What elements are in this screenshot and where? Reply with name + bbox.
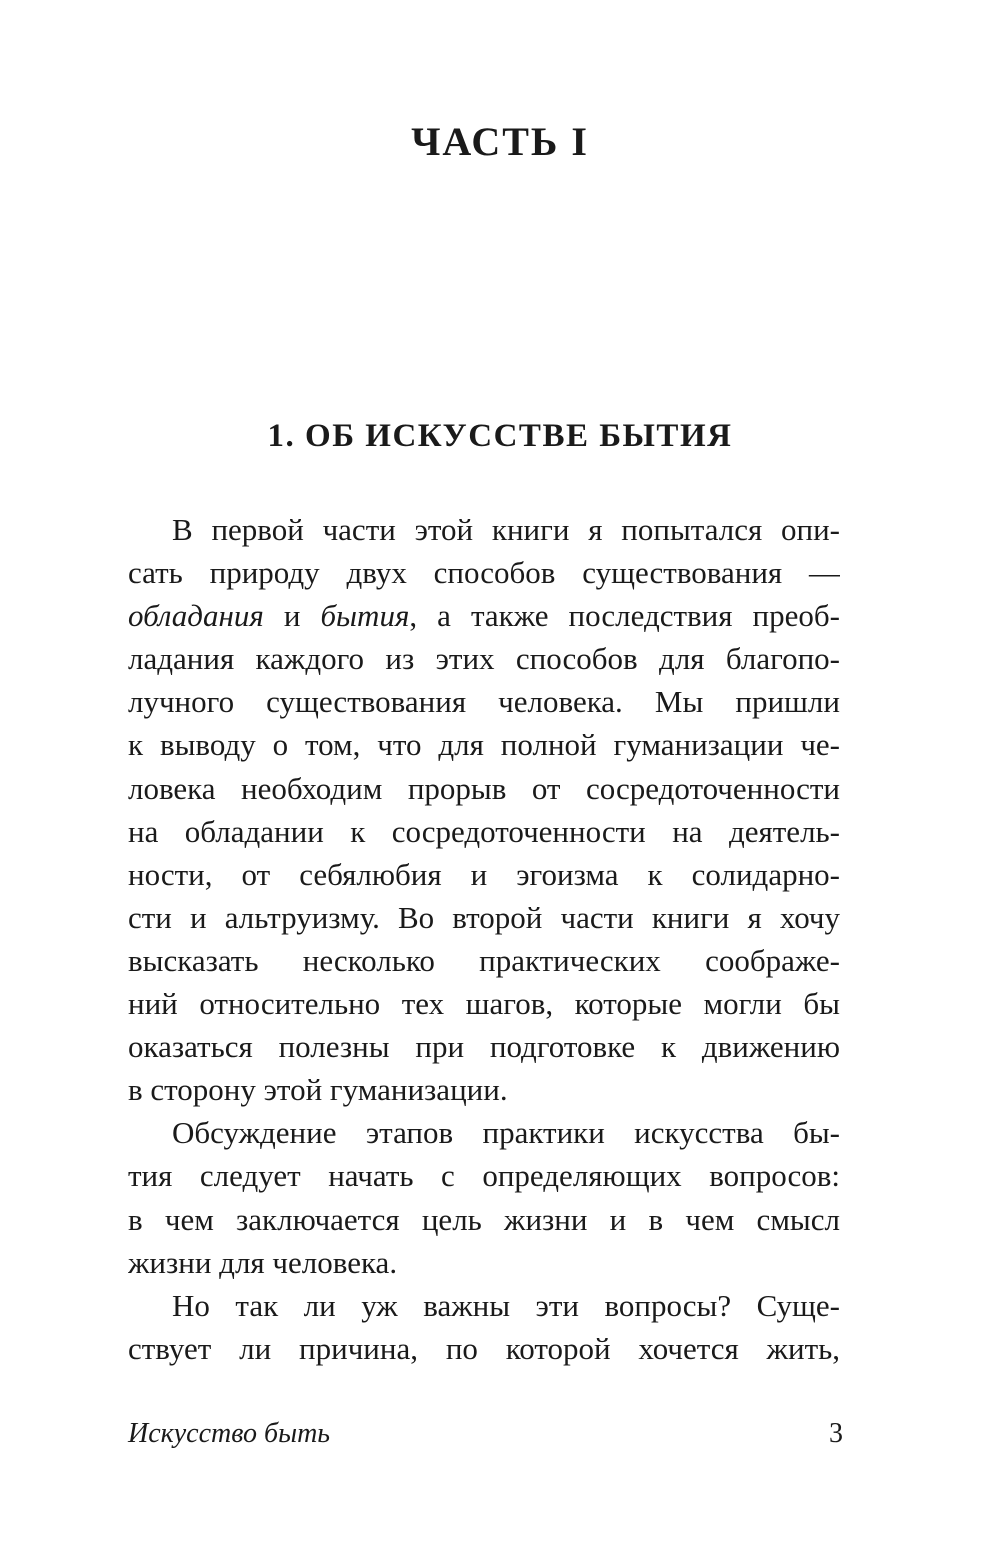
text-line <box>128 767 840 810</box>
text-segment: жизни для человека. <box>128 1244 398 1280</box>
text-segment: лучного существования человека. Мы пришли <box>128 684 840 720</box>
text-line <box>128 1198 840 1241</box>
text-line <box>128 853 840 896</box>
paragraph <box>128 508 840 1111</box>
paragraph <box>128 1284 840 1370</box>
text-segment: в сторону этой гуманизации. <box>128 1072 508 1108</box>
text-line <box>128 939 840 982</box>
text-segment: и <box>263 598 321 634</box>
text-segment: Обсуждение этапов практики искусства бы- <box>172 1115 840 1151</box>
text-line <box>128 810 840 853</box>
running-footer-title: Искусство быть <box>128 1418 331 1449</box>
text-line <box>128 723 840 766</box>
text-segment: оказаться полезны при подготовке к движению <box>128 1029 840 1065</box>
text-segment: ладания каждого из этих способов для благопо- <box>128 641 840 677</box>
text-line <box>128 551 840 594</box>
text-segment: на обладании к сосредоточенности на деятель- <box>128 813 840 849</box>
text-segment: , а также последствия преоб- <box>409 598 840 634</box>
paragraph <box>128 1111 840 1283</box>
emphasized-term: обладания <box>128 598 264 634</box>
text-segment: сти и альтруизму. Во второй части книги я хочу <box>128 899 840 935</box>
text-line <box>128 1154 840 1197</box>
text-line <box>128 1327 840 1370</box>
emphasized-term: бытия <box>320 598 410 634</box>
text-line <box>128 637 840 680</box>
text-segment: тия следует начать с определяющих вопросов: <box>128 1158 840 1194</box>
text-segment: ствует ли причина, по которой хочется жить, <box>128 1330 840 1366</box>
page-number: 3 <box>829 1418 843 1449</box>
text-segment: в чем заключается цель жизни и в чем смысл <box>128 1201 840 1237</box>
text-segment: высказать несколько практических соображе- <box>128 942 840 978</box>
text-segment: В первой части этой книги я попытался опи- <box>172 512 840 547</box>
text-line <box>128 594 840 637</box>
text-segment: к выводу о том, что для полной гуманизации че- <box>128 727 840 763</box>
body-text <box>128 508 840 1370</box>
text-line <box>128 1241 840 1284</box>
text-segment: ности, от себялюбия и эгоизма к солидарно- <box>128 856 840 892</box>
part-title: ЧАСТЬ I <box>411 119 589 164</box>
text-line <box>128 896 840 939</box>
text-line <box>128 1111 840 1154</box>
text-line <box>128 508 840 551</box>
text-line <box>128 1284 840 1327</box>
text-segment: Но так ли уж важны эти вопросы? Суще- <box>172 1287 840 1323</box>
text-line <box>128 982 840 1025</box>
text-segment: ний относительно тех шагов, которые могли бы <box>128 986 840 1022</box>
text-segment: сать природу двух способов существования — <box>128 555 840 591</box>
text-line <box>128 1025 840 1068</box>
chapter-title: 1. ОБ ИСКУССТВЕ БЫТИЯ <box>267 418 733 454</box>
text-line <box>128 680 840 723</box>
text-segment: ловека необходим прорыв от сосредоточенности <box>128 770 840 806</box>
text-line <box>128 1068 840 1111</box>
